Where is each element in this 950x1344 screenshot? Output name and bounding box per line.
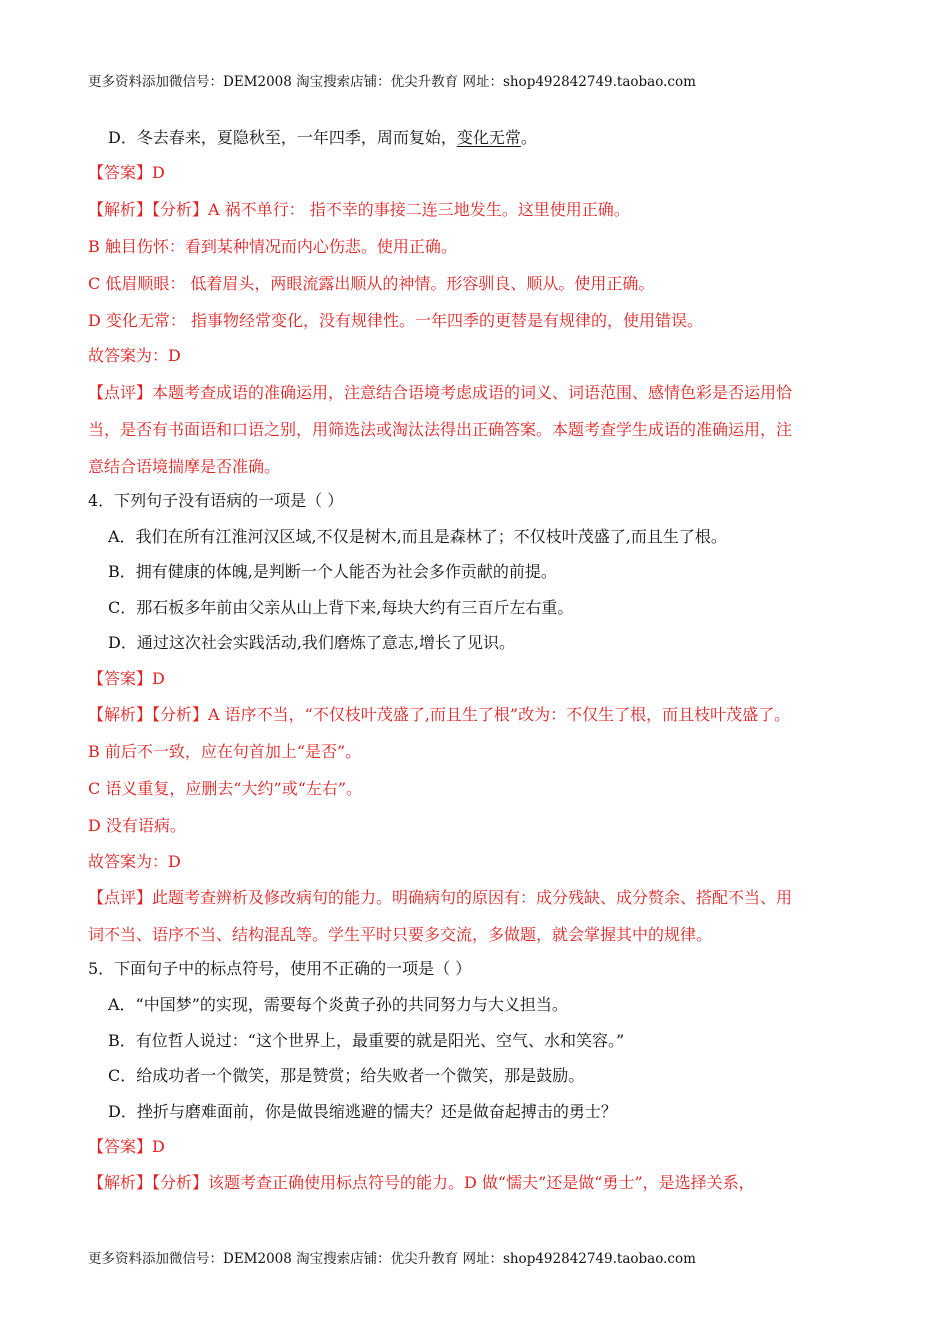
q3-option-d-underlined: 变化无常: [456, 128, 521, 147]
q3-analysis-line: B 触目伤怀：看到某种情况而内心伤悲。使用正确。: [88, 237, 457, 256]
q4-stem: 4．下列句子没有语病的一项是（ ）: [88, 491, 344, 510]
q4-analysis-line: C 语义重复，应删去“大约”或“左右”。: [88, 779, 363, 798]
q5-option-a: A．“中国梦”的实现，需要每个炎黄子孙的共同努力与大义担当。: [108, 995, 568, 1014]
page-header: 更多资料添加微信号：DEM2008 淘宝搜索店铺：优尖升教育 网址：shop492842749.taobao.com: [88, 74, 696, 90]
q3-option-d: [108, 128, 537, 148]
q4-option-d: D．通过这次社会实践活动,我们磨炼了意志,增长了见识。: [108, 633, 516, 652]
q4-answer: 【答案】D: [88, 669, 165, 688]
q3-comment-line: 意结合语境揣摩是否准确。: [88, 457, 281, 476]
q3-conclusion: 故答案为：D: [88, 346, 181, 365]
q3-comment-line: 当，是否有书面语和口语之别，用筛选法或淘汰法得出正确答案。本题考查学生成语的准确运用，注: [88, 420, 793, 439]
q4-option-b: B．拥有健康的体魄,是判断一个人能否为社会多作贡献的前提。: [108, 562, 557, 581]
q3-answer: 【答案】D: [88, 163, 165, 182]
q5-answer: 【答案】D: [88, 1137, 165, 1156]
q5-option-c: C．给成功者一个微笑，那是赞赏；给失败者一个微笑，那是鼓励。: [108, 1066, 585, 1085]
q5-option-d: D．挫折与磨难面前，你是做畏缩逃避的懦夫？还是做奋起搏击的勇士？: [108, 1102, 617, 1121]
q4-comment-line: 【点评】此题考查辨析及修改病句的能力。明确病句的原因有：成分残缺、成分赘余、搭配不当、用: [88, 888, 793, 907]
q3-analysis-line: D 变化无常： 指事物经常变化，没有规律性。一年四季的更替是有规律的，使用错误。: [88, 311, 704, 330]
q4-analysis-line: B 前后不一致，应在句首加上“是否”。: [88, 742, 362, 761]
q5-analysis-line: 【解析】【分析】该题考查正确使用标点符号的能力。D 做“懦夫”还是做“勇士”，是选择关系，: [88, 1173, 755, 1192]
q4-analysis-line: D 没有语病。: [88, 816, 186, 835]
q4-option-c: C．那石板多年前由父亲从山上背下来,每块大约有三百斤左右重。: [108, 598, 574, 617]
q5-stem: 5．下面句子中的标点符号，使用不正确的一项是（ ）: [88, 959, 472, 978]
q3-analysis-line: C 低眉顺眼： 低着眉头，两眼流露出顺从的神情。形容驯良、顺从。使用正确。: [88, 274, 655, 293]
q4-comment-line: 词不当、语序不当、结构混乱等。学生平时只要多交流，多做题，就会掌握其中的规律。: [88, 925, 713, 944]
page-footer: 更多资料添加微信号：DEM2008 淘宝搜索店铺：优尖升教育 网址：shop492842749.taobao.com: [88, 1251, 696, 1267]
q3-option-d-suffix: 。: [520, 128, 537, 147]
q3-comment-line: 【点评】本题考查成语的准确运用，注意结合语境考虑成语的词义、词语范围、感情色彩是否运用恰: [88, 383, 793, 402]
q4-analysis-line: 【解析】【分析】A 语序不当，“不仅枝叶茂盛了,而且生了根”改为：不仅生了根，而且枝叶茂盛了。: [88, 705, 791, 724]
q4-option-a: A．我们在所有江淮河汉区域,不仅是树木,而且是森林了；不仅枝叶茂盛了,而且生了根。: [108, 527, 727, 546]
q3-option-d-prefix: D．冬去春来，夏隐秋至，一年四季，周而复始，: [108, 128, 457, 147]
q3-analysis-line: 【解析】【分析】A 祸不单行： 指不幸的事接二连三地发生。这里使用正确。: [88, 200, 630, 219]
q4-conclusion: 故答案为：D: [88, 852, 181, 871]
q5-option-b: B．有位哲人说过：“这个世界上，最重要的就是阳光、空气、水和笑容。”: [108, 1031, 625, 1050]
